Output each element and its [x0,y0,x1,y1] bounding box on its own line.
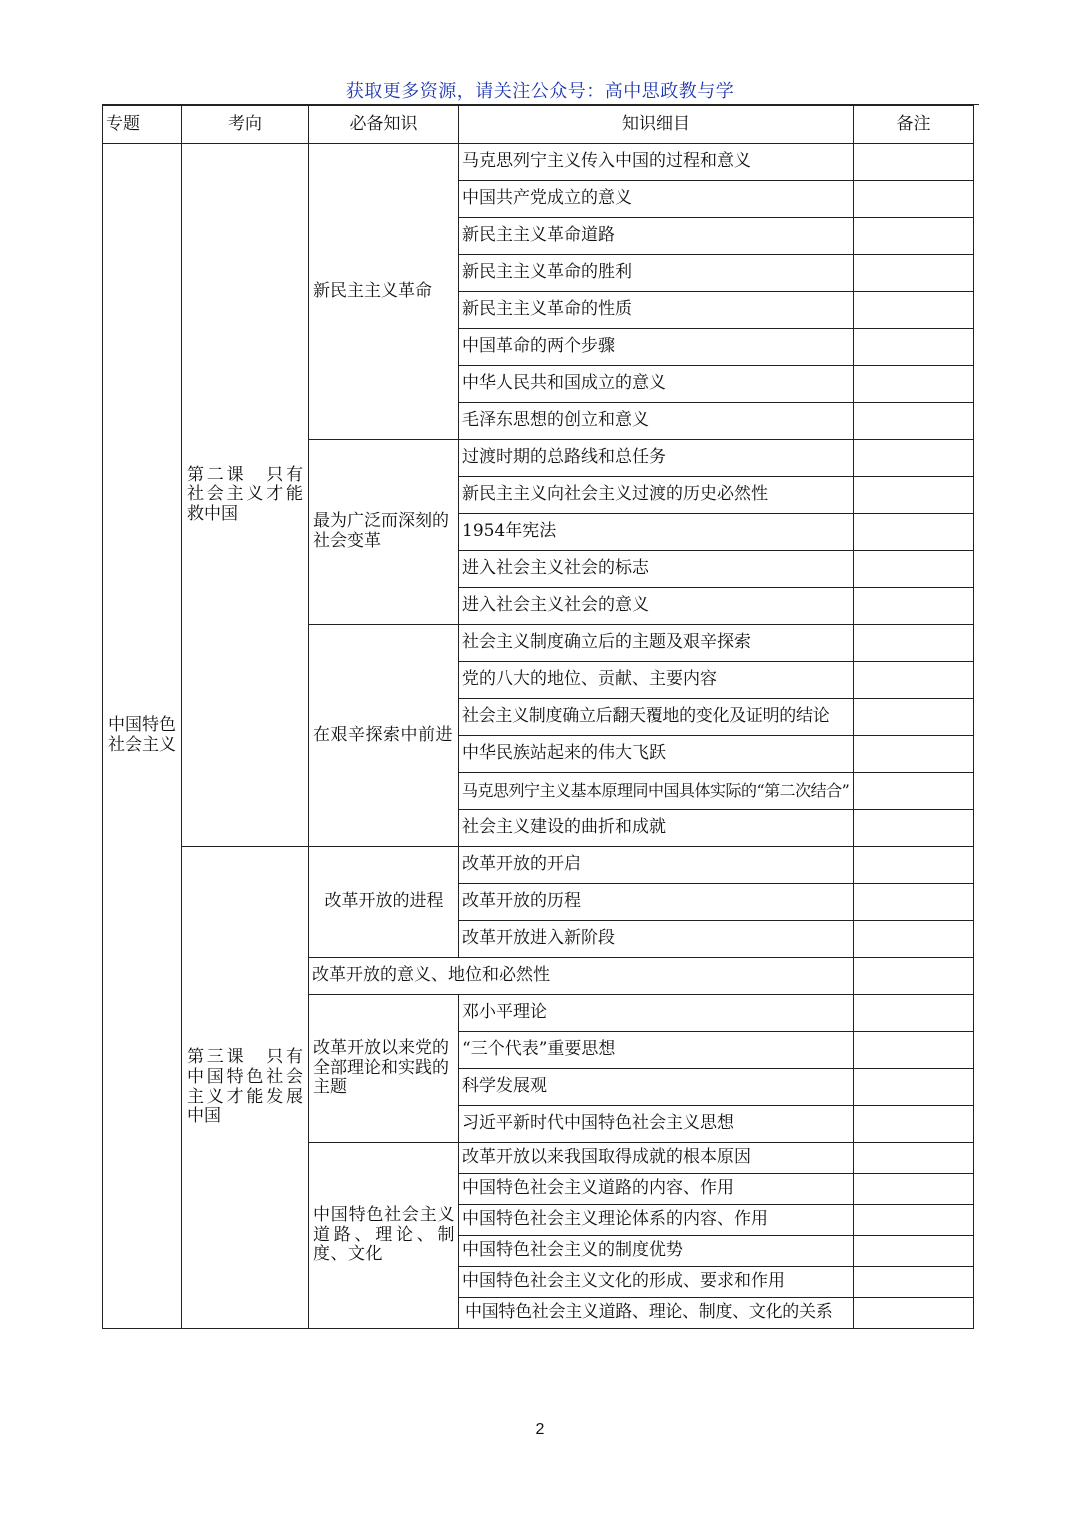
table-row [103,144,974,181]
knowledge-cell: 最为广泛而深刻的社会变革 [309,440,459,625]
detail-item: 习近平新时代中国特色社会主义思想 [459,1106,854,1143]
remark-cell [854,1267,974,1298]
remark-cell [854,218,974,255]
detail-item: 毛泽东思想的创立和意义 [459,403,854,440]
detail-item: 新民主主义革命的性质 [459,292,854,329]
detail-item: 邓小平理论 [459,995,854,1032]
detail-item: 进入社会主义社会的意义 [459,588,854,625]
knowledge-cell: 中国特色社会主义道路、理论、制度、文化 [309,1143,459,1329]
remark-cell [854,1032,974,1069]
remark-cell [854,810,974,847]
table-row [103,847,974,884]
detail-item: 过渡时期的总路线和总任务 [459,440,854,477]
detail-item: 科学发展观 [459,1069,854,1106]
remark-cell [854,403,974,440]
detail-item: 中国特色社会主义道路、理论、制度、文化的关系 [459,1298,854,1329]
remark-cell [854,773,974,810]
remark-cell [854,292,974,329]
detail-item: 1954年宪法 [459,514,854,551]
detail-item: “三个代表”重要思想 [459,1032,854,1069]
detail-item: 改革开放进入新阶段 [459,921,854,958]
detail-item: 社会主义建设的曲折和成就 [459,810,854,847]
remark-cell [854,625,974,662]
detail-item: 中国共产党成立的意义 [459,181,854,218]
remark-cell [854,958,974,995]
remark-cell [854,477,974,514]
remark-cell [854,1106,974,1143]
course-cell: 第三课 只有中国特色社会主义才能发展中国 [182,847,309,1329]
remark-cell [854,551,974,588]
page-number: 2 [535,1421,545,1438]
remark-cell [854,921,974,958]
remark-cell [854,847,974,884]
knowledge-cell: 在艰辛探索中前进 [309,625,459,847]
detail-item: 中华人民共和国成立的意义 [459,366,854,403]
remark-cell [854,662,974,699]
table-header-row [103,106,974,144]
remark-cell [854,1298,974,1329]
header-note: 获取更多资源，请关注公众号：高中思政教与学 [345,81,735,102]
remark-cell [854,1143,974,1174]
remark-cell [854,181,974,218]
remark-cell [854,1236,974,1267]
remark-cell [854,884,974,921]
knowledge-cell: 改革开放的进程 [309,847,459,958]
column-header-direction: 考向 [182,106,309,144]
detail-item: 中国特色社会主义道路的内容、作用 [459,1174,854,1205]
detail-item: 新民主主义向社会主义过渡的历史必然性 [459,477,854,514]
remark-cell [854,440,974,477]
detail-item: 马克思列宁主义传入中国的过程和意义 [459,144,854,181]
detail-item: 中国特色社会主义的制度优势 [459,1236,854,1267]
remark-cell [854,144,974,181]
remark-cell [854,1174,974,1205]
detail-item: 马克思列宁主义基本原理同中国具体实际的“第二次结合” [459,773,854,810]
detail-item: 中华民族站起来的伟大飞跃 [459,736,854,773]
detail-item: 改革开放的历程 [459,884,854,921]
remark-cell [854,699,974,736]
detail-item: 进入社会主义社会的标志 [459,551,854,588]
remark-cell [854,366,974,403]
remark-cell [854,736,974,773]
detail-item: 社会主义制度确立后的主题及艰辛探索 [459,625,854,662]
remark-cell [854,1205,974,1236]
detail-item: 党的八大的地位、贡献、主要内容 [459,662,854,699]
remark-cell [854,588,974,625]
detail-item: 新民主主义革命的胜利 [459,255,854,292]
remark-cell [854,514,974,551]
detail-item: 改革开放的开启 [459,847,854,884]
detail-item: 中国特色社会主义理论体系的内容、作用 [459,1205,854,1236]
remark-cell [854,329,974,366]
knowledge-cell: 改革开放以来党的全部理论和实践的主题 [309,995,459,1143]
knowledge-cell-merged: 改革开放的意义、地位和必然性 [309,958,854,995]
detail-item: 中国特色社会主义文化的形成、要求和作用 [459,1267,854,1298]
syllabus-table [102,105,974,1329]
remark-cell [854,255,974,292]
topic-cell: 中国特色社会主义 [103,144,182,1329]
remark-cell [854,1069,974,1106]
remark-cell [854,995,974,1032]
course-cell: 第二课 只有社会主义才能救中国 [182,144,309,847]
detail-item: 中国革命的两个步骤 [459,329,854,366]
column-header-topic: 专题 [103,106,182,144]
detail-item: 社会主义制度确立后翻天覆地的变化及证明的结论 [459,699,854,736]
knowledge-cell: 新民主主义革命 [309,144,459,440]
detail-item: 新民主主义革命道路 [459,218,854,255]
column-header-knowledge: 必备知识 [309,106,459,144]
column-header-details: 知识细目 [459,106,854,144]
column-header-remarks: 备注 [854,106,974,144]
detail-item: 改革开放以来我国取得成就的根本原因 [459,1143,854,1174]
